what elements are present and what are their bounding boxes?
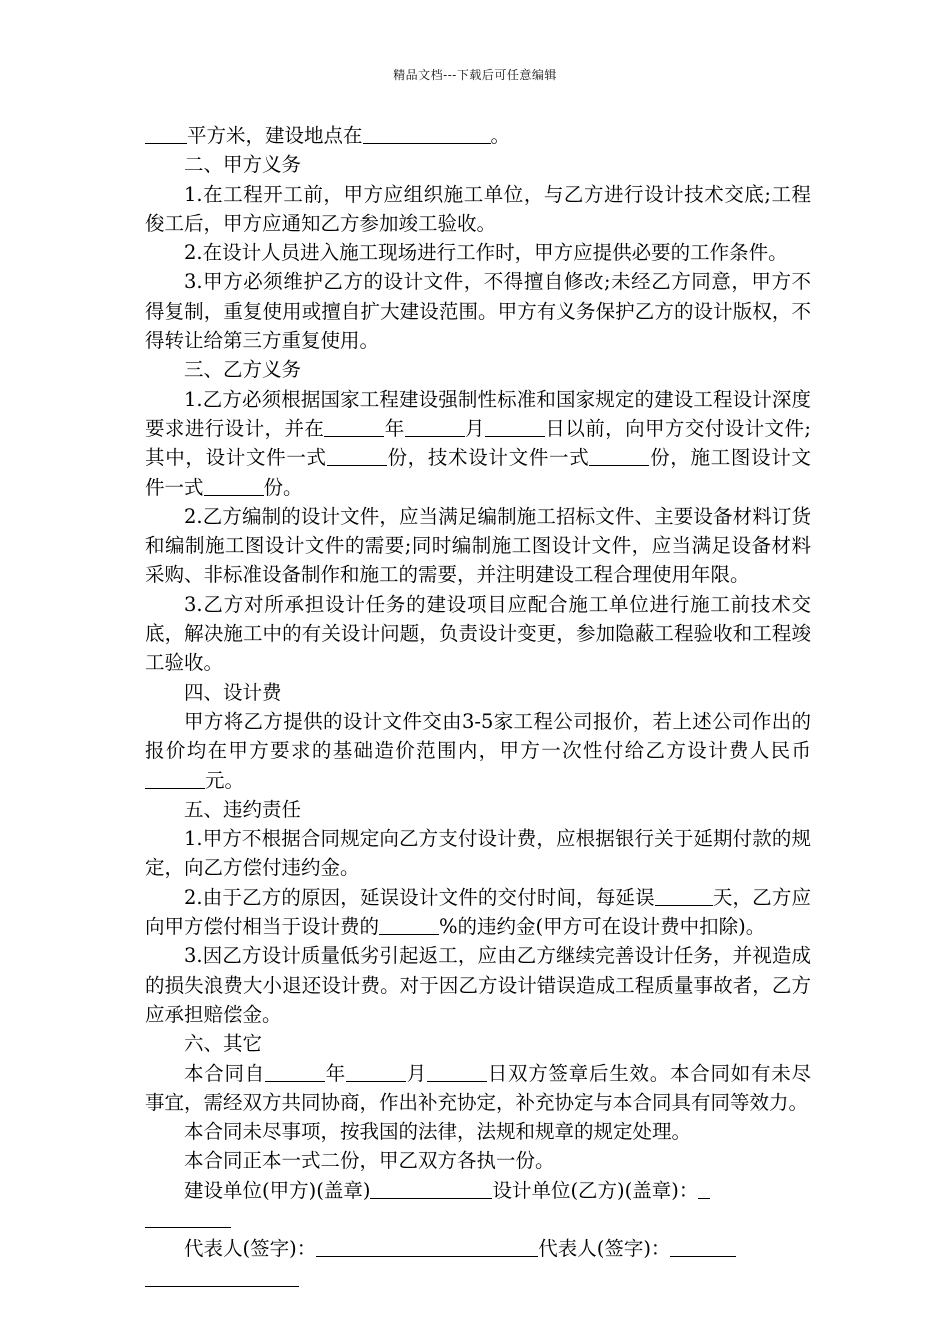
blank-penalty-percent (379, 914, 439, 935)
text: 日双方签章后生效。本合同如有未尽事宜，需经双方共同协商，作出补充协定，补充协定与本合同具有同等效力。 (145, 1061, 811, 1114)
clause-3-1 (145, 385, 811, 502)
clause-3-3: 3.乙方对所承担设计任务的建设项目应配合施工单位进行施工前技术交底，解决施工中的有关设计问题，负责设计变更，参加隐蔽工程验收和工程竣工验收。 (145, 592, 811, 675)
text: 元。 (205, 768, 245, 792)
blank-area (145, 123, 187, 144)
clause-6-1 (145, 1059, 811, 1118)
text: 份，施工图设计文件一式 (145, 446, 811, 499)
text: 2.由于乙方的原因，延误设计文件的交付时间，每延误 (184, 885, 655, 909)
blank-delay-days (655, 885, 713, 906)
clause-5-1: 1.甲方不根据合同规定向乙方支付设计费，应根据银行关于延期付款的规定，向乙方偿付违约金。 (145, 827, 811, 880)
blank-effective-month (346, 1061, 406, 1082)
text: 平方米，建设地点在 (187, 124, 363, 147)
text: 建设单位(甲方)(盖章) (184, 1178, 371, 1202)
blank-designer-rep (670, 1236, 736, 1257)
text: 1.乙方必须根据国家工程建设强制性标准和国家规定的建设工程设计深度要求进行设计，并在 (145, 387, 811, 440)
clause-2-3: 3.甲方必须维护乙方的设计文件，不得擅自修改;未经乙方同意，甲方不得复制，重复使用或擅自扩大建设范围。甲方有义务保护乙方的设计版权，不得转让给第三方重复使用。 (145, 270, 811, 353)
text: 年 (384, 416, 405, 440)
blank-designer-rep-cont (145, 1266, 299, 1287)
blank-designer-seal-cont (145, 1207, 231, 1228)
section-heading-2: 二、甲方义务 (184, 153, 302, 177)
blank-location (363, 123, 491, 144)
clause-5-2 (145, 883, 811, 942)
blank-day (485, 416, 545, 437)
blank-month (405, 416, 465, 437)
clause-2-1: 1.在工程开工前，甲方应组织施工单位，与乙方进行设计技术交底;工程俊工后，甲方应通知乙方参加竣工验收。 (145, 182, 811, 235)
text: 月 (406, 1061, 427, 1085)
page-header: 精品文档---下载后可任意编辑 (393, 68, 557, 82)
text: 代表人(签字)： (184, 1237, 317, 1261)
text: 设计单位(乙方)(盖章)： (492, 1178, 699, 1202)
blank-client-seal (370, 1178, 492, 1199)
blank-effective-day (427, 1061, 487, 1082)
text: 天，乙方应向甲方偿付相当于设计费的 (145, 885, 811, 939)
blank-copies (327, 445, 387, 466)
clause-5-3: 3.因乙方设计质量低劣引起返工，应由乙方继续完善设计任务，并视造成的损失浪费大小退还设计费。对于因乙方设计错误造成工程质量事故者，乙方应承担赔偿金。 (145, 944, 811, 1026)
text: 份。 (263, 475, 303, 499)
blank-designer-seal (698, 1178, 710, 1199)
section-heading-6: 六、其它 (184, 1032, 263, 1056)
text: 日以前，向甲方交付设计文件;其中，设计文件一式 (145, 416, 811, 470)
contract-body (145, 121, 811, 1293)
blank-client-rep (316, 1236, 538, 1257)
blank-drawing-copies (204, 475, 264, 496)
clause-4-1 (145, 707, 811, 795)
text: 年 (325, 1061, 346, 1085)
text: %的违约金(甲方可在设计费中扣除)。 (439, 915, 766, 939)
text: 甲方将乙方提供的设计文件交由3-5家工程公司报价，若上述公司作出的报价均在甲方要求的基础造价范围内，甲方一次性付给乙方设计费人民币 (145, 709, 811, 763)
clause-2-2: 2.在设计人员进入施工现场进行工作时，甲方应提供必要的工作条件。 (184, 241, 788, 265)
section-heading-4: 四、设计费 (184, 680, 282, 704)
section-heading-5: 五、违约责任 (184, 797, 302, 821)
text: 本合同自 (184, 1061, 265, 1085)
text: 。 (490, 124, 511, 147)
clause-6-2: 本合同未尽事项，按我国的法律，法规和规章的规定处理。 (184, 1120, 692, 1144)
blank-tech-copies (589, 445, 649, 466)
blank-fee (145, 768, 205, 789)
signature-units-continuation (145, 1205, 811, 1234)
text: 代表人(签字)： (538, 1237, 671, 1261)
signature-representatives-continuation (145, 1264, 811, 1293)
area-location-line (145, 121, 811, 150)
signature-units-line (145, 1176, 811, 1205)
signature-representatives-line (145, 1234, 811, 1263)
section-heading-3: 三、乙方义务 (184, 358, 302, 382)
blank-year (324, 416, 384, 437)
text: 份，技术设计文件一式 (386, 446, 590, 470)
text: 月 (464, 416, 485, 440)
clause-6-3: 本合同正本一式二份，甲乙双方各执一份。 (184, 1149, 555, 1173)
blank-effective-year (265, 1061, 325, 1082)
clause-3-2: 2.乙方编制的设计文件，应当满足编制施工招标文件、主要设备材料订货和编制施工图设计文件的需要;同时编制施工图设计文件，应当满足设备材料采购、非标准设备制作和施工的需要，并注明建设工程合理使用年限。 (145, 504, 811, 587)
